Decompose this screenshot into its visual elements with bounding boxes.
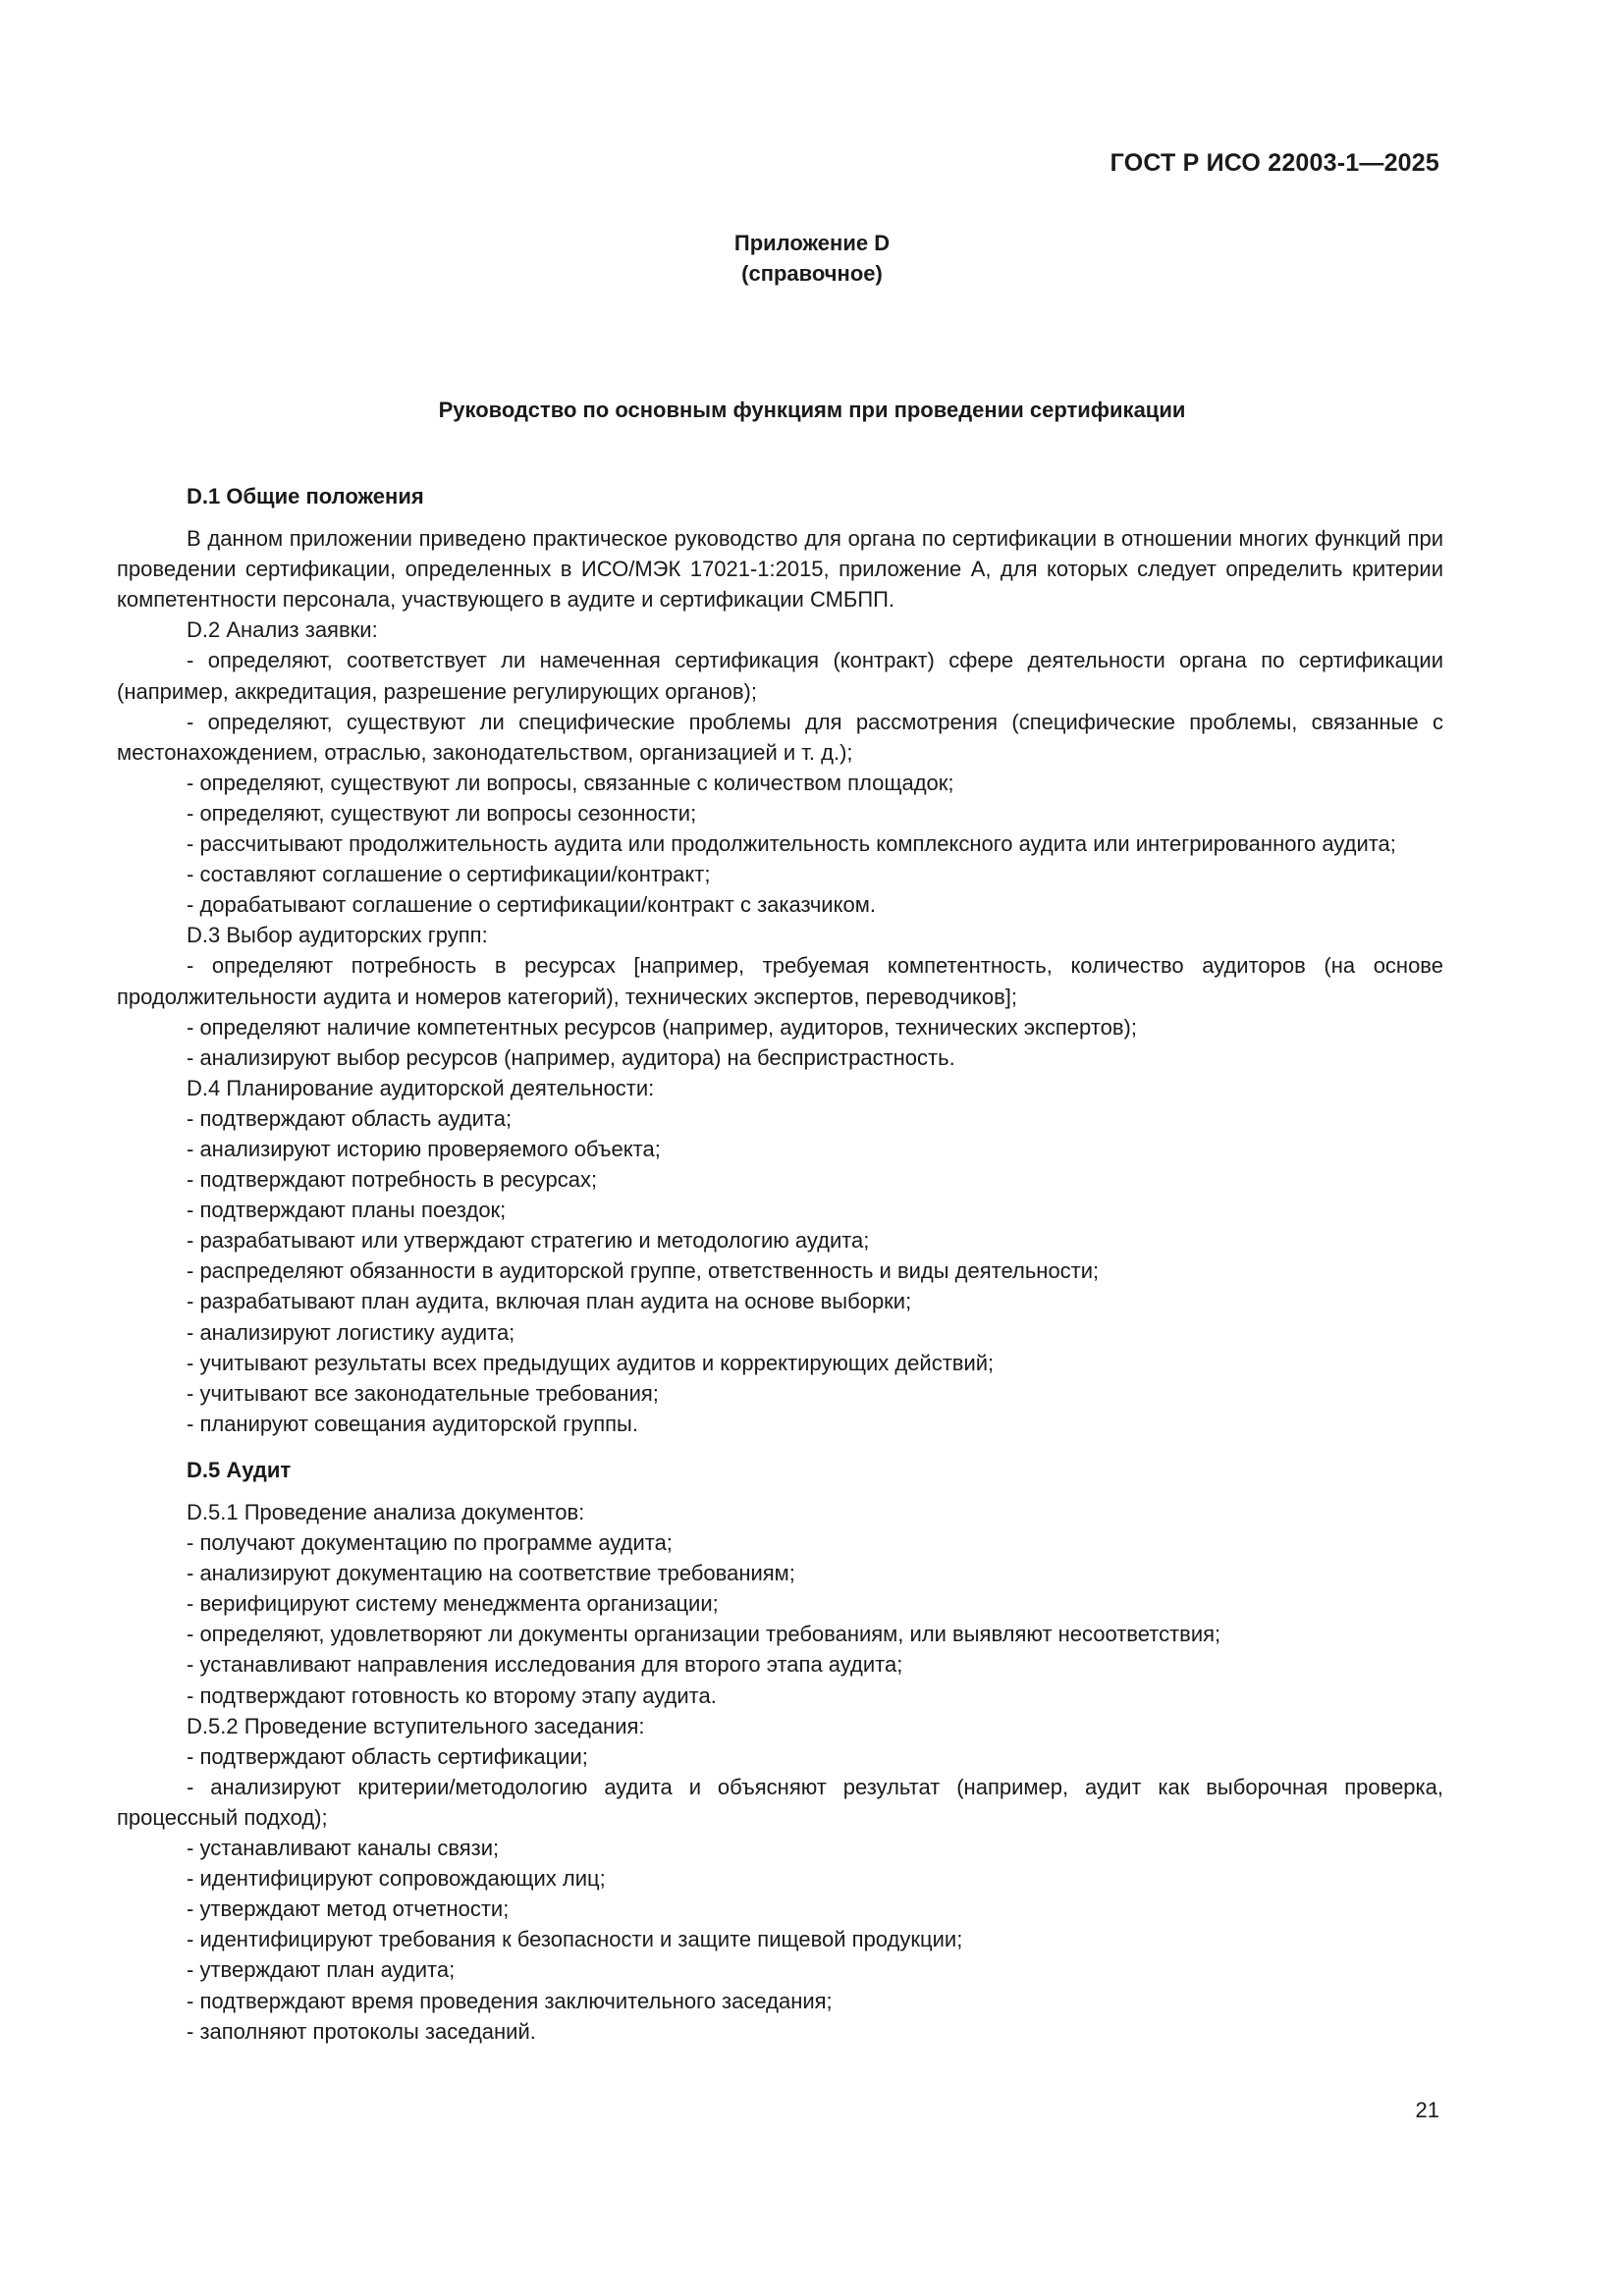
list-item: - определяют, существуют ли специфические проблемы для рассмотрения (специфические проблемы, связанные с местонахождением, отраслью, законодательством, организацией и т. д.); <box>117 709 1443 765</box>
list-item: - идентифицируют сопровождающих лиц; <box>187 1866 606 1892</box>
section-d5-heading: D.5 Аудит <box>187 1457 292 1482</box>
section-d52-heading: D.5.2 Проведение вступительного заседания: <box>187 1713 645 1738</box>
list-item: - подтверждают область сертификации; <box>187 1743 588 1769</box>
list-item: - заполняют протоколы заседаний. <box>187 2018 536 2044</box>
section-d1-paragraph: В данном приложении приведено практическое руководство для органа по сертификации в отношении многих функций при проведении сертификации, определенных в ИСО/МЭК 17021-1:2015, приложение А, для которых следует определить критерии компетентности персонала, участвующего в аудите и сертификации СМБПП. <box>117 526 1443 613</box>
appendix-type: (справочное) <box>741 261 883 286</box>
list-item: - подтверждают время проведения заключительного заседания; <box>187 1988 833 2013</box>
section-d4-heading: D.4 Планирование аудиторской деятельности: <box>187 1075 655 1100</box>
list-item: - анализируют документацию на соответствие требованиям; <box>187 1561 795 1586</box>
appendix-heading <box>0 228 1624 289</box>
list-item: - рассчитывают продолжительность аудита или продолжительность комплексного аудита или интегрированного аудита; <box>187 831 1396 857</box>
list-item: - определяют, соответствует ли намеченная сертификация (контракт) сфере деятельности органа по сертификации (например, аккредитация, разрешение регулирующих органов); <box>117 648 1443 704</box>
section-d2-heading: D.2 Анализ заявки: <box>187 617 378 643</box>
list-item: - идентифицируют требования к безопасности и защите пищевой продукции; <box>187 1927 963 1952</box>
list-item: - устанавливают каналы связи; <box>187 1836 500 1861</box>
list-item: - учитывают результаты всех предыдущих аудитов и корректирующих действий; <box>187 1350 995 1375</box>
list-item: - подтверждают планы поездок; <box>187 1198 507 1223</box>
list-item: - утверждают план аудита; <box>187 1957 456 1983</box>
list-item: - подтверждают область аудита; <box>187 1105 513 1131</box>
list-item: - анализируют историю проверяемого объекта; <box>187 1136 661 1161</box>
list-item: - утверждают метод отчетности; <box>187 1896 510 1922</box>
list-item: - подтверждают готовность ко второму этапу аудита. <box>187 1682 717 1708</box>
list-item: - учитывают все законодательные требования; <box>187 1380 659 1406</box>
list-item: - определяют, существуют ли вопросы, связанные с количеством площадок; <box>187 770 954 795</box>
document-identifier: ГОСТ Р ИСО 22003-1—2025 <box>1110 149 1439 177</box>
list-item: - распределяют обязанности в аудиторской группе, ответственность и виды деятельности; <box>187 1258 1100 1284</box>
list-item: - разрабатывают или утверждают стратегию и методологию аудита; <box>187 1228 870 1254</box>
list-item: - разрабатывают план аудита, включая план аудита на основе выборки; <box>187 1289 912 1314</box>
list-item: - получают документацию по программе аудита; <box>187 1530 673 1556</box>
list-item: - определяют, существуют ли вопросы сезонности; <box>187 800 697 826</box>
section-d51-heading: D.5.1 Проведение анализа документов: <box>187 1500 585 1524</box>
list-item: - определяют наличие компетентных ресурсов (например, аудиторов, технических экспертов); <box>187 1014 1137 1040</box>
list-item: - устанавливают направления исследования для второго этапа аудита; <box>187 1652 903 1678</box>
list-item: - определяют, удовлетворяют ли документы организации требованиям, или выявляют несоответствия; <box>187 1622 1221 1647</box>
appendix-label: Приложение D <box>733 231 891 255</box>
document-body <box>117 481 1443 2047</box>
appendix-title: Руководство по основным функциям при проведении сертификации <box>438 398 1186 422</box>
list-item: - дорабатывают соглашение о сертификации/контракт с заказчиком. <box>187 892 876 918</box>
list-item: - верифицируют систему менеджмента организации; <box>187 1591 719 1617</box>
section-d1-heading: D.1 Общие положения <box>187 484 424 508</box>
list-item: - составляют соглашение о сертификации/контракт; <box>187 862 711 887</box>
list-item: - анализируют критерии/методологию аудита и объясняют результат (например, аудит как выборочная проверка, процессный подход); <box>117 1774 1443 1830</box>
page-number: 21 <box>1415 2098 1439 2122</box>
list-item: - подтверждают потребность в ресурсах; <box>187 1167 598 1193</box>
list-item: - определяют потребность в ресурсах [например, требуемая компетентность, количество аудиторов (на основе продолжительности аудита и номеров категорий), технических экспертов, переводчиков]; <box>117 953 1443 1009</box>
list-item: - анализируют выбор ресурсов (например, аудитора) на беспристрастность. <box>187 1044 955 1070</box>
list-item: - анализируют логистику аудита; <box>187 1319 515 1345</box>
section-d3-heading: D.3 Выбор аудиторских групп: <box>187 923 488 948</box>
list-item: - планируют совещания аудиторской группы. <box>187 1411 638 1436</box>
